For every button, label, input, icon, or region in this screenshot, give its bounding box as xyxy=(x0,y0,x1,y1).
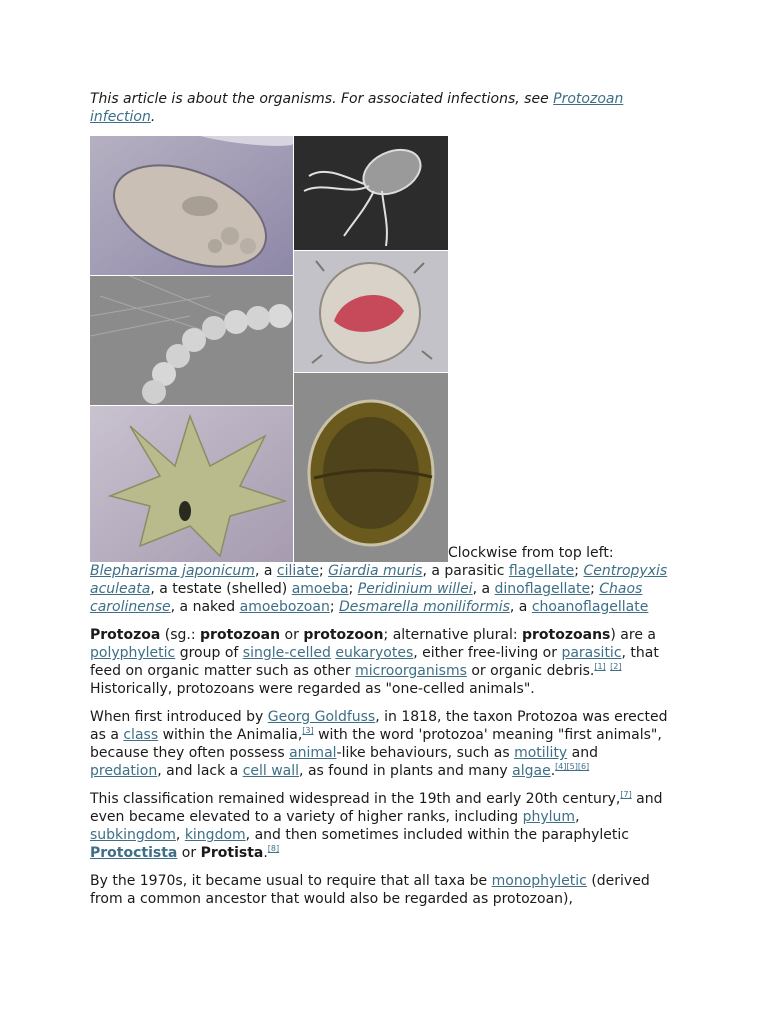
peridinium-willei-link[interactable]: Peridinium willei xyxy=(357,581,473,597)
caption-text: ; xyxy=(590,581,600,597)
protozoa-collage[interactable] xyxy=(90,136,448,562)
reference-link[interactable]: [5] xyxy=(566,762,578,771)
paragraph-text: ) are a xyxy=(610,627,656,643)
desmarella-moniliformis-link[interactable]: Desmarella moniliformis xyxy=(339,599,510,615)
amoebozoan-link[interactable]: amoebozoan xyxy=(239,599,330,615)
giardia-muris-photo[interactable] xyxy=(294,136,448,250)
paragraph-text: -like behaviours, such as xyxy=(336,745,515,761)
amoeba-link[interactable]: amoeba xyxy=(291,581,349,597)
reference-link[interactable]: [6] xyxy=(577,762,590,771)
caption-text: ; xyxy=(348,581,358,597)
bold-term: protozoon xyxy=(303,627,384,643)
paragraph-text: or organic debris. xyxy=(466,663,595,679)
paragraph-text: Historically, protozoans were regarded as "one-celled animals". xyxy=(90,681,535,697)
paragraph-intro xyxy=(90,626,670,698)
protozoan-infection-link[interactable]: Protozoan infection xyxy=(90,91,624,125)
peridinium-willei-photo[interactable] xyxy=(294,373,448,562)
paragraph-text: with the word 'protozoa' meaning "first animals", because they often possess xyxy=(90,727,662,761)
motility-link[interactable]: motility xyxy=(514,745,568,761)
monophyletic-link[interactable]: monophyletic xyxy=(491,873,587,889)
desmarella-moniliformis-photo[interactable] xyxy=(90,276,293,405)
paragraph-classification xyxy=(90,790,670,862)
paragraph-text: , xyxy=(575,809,580,825)
figure-with-caption xyxy=(90,136,670,616)
bold-term: protozoans xyxy=(522,627,611,643)
centropyxis-aculeata-photo[interactable] xyxy=(294,251,448,372)
chaos-carolinense-link[interactable]: Chaos carolinense xyxy=(90,581,643,615)
hatnote-text: This article is about the organisms. For associated infections, see xyxy=(90,91,554,107)
caption-text: , a xyxy=(472,581,495,597)
ciliate-link[interactable]: ciliate xyxy=(276,563,319,579)
reference-link[interactable]: [4] xyxy=(555,762,567,771)
animal-link[interactable]: animal xyxy=(289,745,337,761)
reference-link[interactable]: [7] xyxy=(620,790,632,799)
caption-text: , a testate (shelled) xyxy=(150,581,292,597)
cell-wall-link[interactable]: cell wall xyxy=(242,763,300,779)
caption-text: , a xyxy=(509,599,532,615)
reference-link[interactable]: [8] xyxy=(267,844,280,853)
reference-link[interactable]: [2] xyxy=(610,662,622,671)
dinoflagellate-link[interactable]: dinoflagellate xyxy=(494,581,591,597)
kingdom-link[interactable]: kingdom xyxy=(184,827,246,843)
paragraph-history xyxy=(90,708,670,780)
paragraph-text: within the Animalia, xyxy=(158,727,303,743)
caption-text: , a naked xyxy=(170,599,240,615)
hatnote xyxy=(90,90,670,126)
chaos-carolinense-photo[interactable] xyxy=(90,406,293,562)
paragraph-text: By the 1970s, it became usual to require that all taxa be xyxy=(90,873,492,889)
centropyxis-aculeata-link[interactable]: Centropyxis aculeata xyxy=(90,563,668,597)
algae-link[interactable]: algae xyxy=(512,763,551,779)
reference-link[interactable]: [1] xyxy=(594,662,606,671)
caption-text: , a xyxy=(254,563,277,579)
bold-term: protozoan xyxy=(200,627,281,643)
article-content xyxy=(90,90,670,918)
paragraph-text: or xyxy=(280,627,304,643)
paragraph-text: and xyxy=(567,745,599,761)
paragraph-text: , in 1818, the taxon Protozoa was erected as a xyxy=(90,709,668,743)
paragraph-text: , xyxy=(175,827,185,843)
protoctista-link[interactable]: Protoctista xyxy=(90,845,178,861)
hatnote-end: . xyxy=(150,109,156,125)
phylum-link[interactable]: phylum xyxy=(522,809,576,825)
bold-term: Protista xyxy=(200,845,264,861)
caption-text: ; xyxy=(318,563,329,579)
caption-text: Clockwise from top left: xyxy=(448,545,614,561)
caption-text: ; xyxy=(329,599,339,615)
caption-text: ; xyxy=(574,563,584,579)
choanoflagellate-link[interactable]: choanoflagellate xyxy=(531,599,649,615)
single-celled-link[interactable]: single-celled xyxy=(242,645,331,661)
caption-text: , a parasitic xyxy=(422,563,509,579)
paragraph-text: or xyxy=(177,845,201,861)
paragraph-text: . xyxy=(263,845,268,861)
paragraph-text: (derived from a common ancestor that would also be regarded as protozoan), xyxy=(90,873,650,907)
paragraph-text: group of xyxy=(175,645,243,661)
class-link[interactable]: class xyxy=(123,727,159,743)
paragraph-text: (sg.: xyxy=(160,627,201,643)
subkingdom-link[interactable]: subkingdom xyxy=(90,827,176,843)
polyphyletic-link[interactable]: polyphyletic xyxy=(90,645,176,661)
paragraph-text: When first introduced by xyxy=(90,709,268,725)
paragraph-text: , as found in plants and many xyxy=(299,763,513,779)
predation-link[interactable]: predation xyxy=(90,763,158,779)
bold-term: Protozoa xyxy=(90,627,161,643)
paragraph-text: , that feed on organic matter such as other xyxy=(90,645,659,679)
georg-goldfuss-link[interactable]: Georg Goldfuss xyxy=(267,709,376,725)
blepharisma-japonicum-link[interactable]: Blepharisma japonicum xyxy=(90,563,255,579)
paragraph-text: ; alternative plural: xyxy=(383,627,522,643)
blepharisma-japonicum-photo[interactable] xyxy=(90,136,293,275)
paragraph-text: , and lack a xyxy=(157,763,243,779)
paragraph-text: , and then sometimes included within the paraphyletic xyxy=(245,827,629,843)
microorganisms-link[interactable]: microorganisms xyxy=(355,663,467,679)
paragraph-text: This classification remained widespread in the 19th and early 20th century, xyxy=(90,791,621,807)
parasitic-link[interactable]: parasitic xyxy=(561,645,622,661)
paragraph-text: , either free-living or xyxy=(413,645,562,661)
giardia-muris-link[interactable]: Giardia muris xyxy=(328,563,423,579)
eukaryotes-link[interactable]: eukaryotes xyxy=(335,645,414,661)
paragraph-text: and even became elevated to a variety of higher ranks, including xyxy=(90,791,663,825)
paragraph-modern xyxy=(90,872,670,908)
flagellate-link[interactable]: flagellate xyxy=(508,563,575,579)
reference-link[interactable]: [3] xyxy=(302,726,314,735)
paragraph-text: . xyxy=(550,763,556,779)
